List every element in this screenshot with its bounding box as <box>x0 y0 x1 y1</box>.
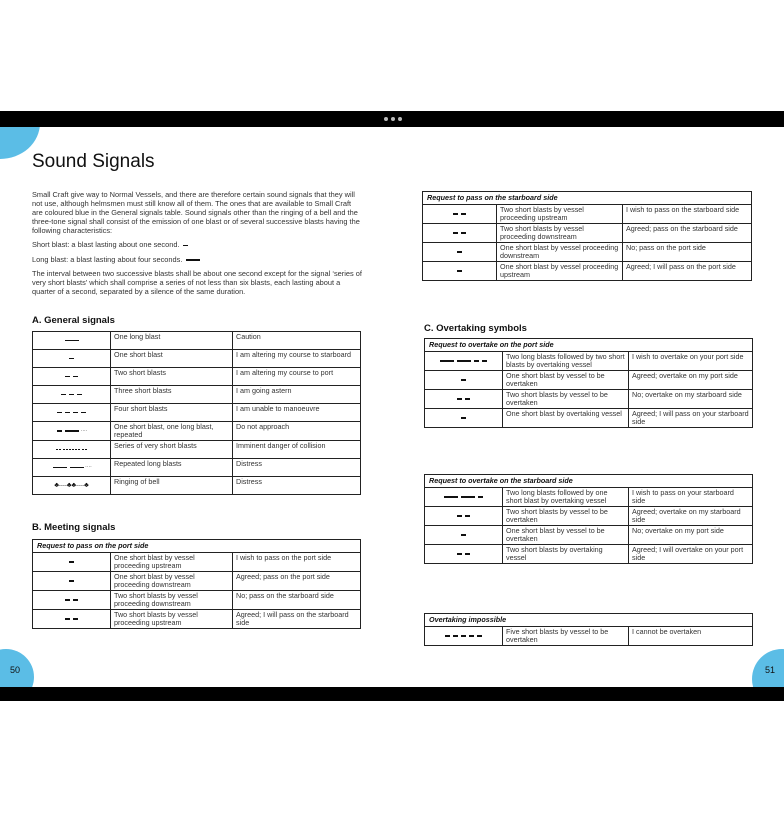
signal-symbol-icon <box>425 352 503 371</box>
table-row <box>33 477 361 495</box>
signal-meaning: Series of very short blasts <box>111 441 233 459</box>
signal-meaning: One short blast by vessel proceeding upstream <box>497 262 623 281</box>
signal-symbol-icon <box>423 243 497 262</box>
signal-meaning: Two short blasts <box>111 368 233 386</box>
signal-action: I wish to pass on your starboard side <box>629 488 753 507</box>
table-row <box>33 572 361 591</box>
signal-symbol-icon <box>33 404 111 422</box>
signal-action: Agreed; I will pass on your starboard side <box>629 409 753 428</box>
meeting-signals-heading: B. Meeting signals <box>32 522 116 533</box>
signal-action: I wish to overtake on your port side <box>629 352 753 371</box>
signal-meaning: Ringing of bell <box>111 477 233 495</box>
short-blast-definition: Short blast: a blast lasting about one second. <box>32 240 362 250</box>
signal-action: Agreed; I will pass on the port side <box>623 262 752 281</box>
table-row <box>425 371 753 390</box>
table-subheading: Request to overtake on the starboard side <box>425 475 753 488</box>
meeting-signals-table <box>32 539 361 629</box>
interval-paragraph: The interval between two successive blasts shall be about one second except for the signal ‘series of very short blasts’ which shall comprise a series of not less than six blasts, each lasting about a quarter of a second, separated by a silence of the same duration. <box>32 269 362 297</box>
signal-symbol-icon <box>33 332 111 350</box>
signal-action: No; overtake on my starboard side <box>629 390 753 409</box>
starboard-pass-table <box>422 191 752 281</box>
table-subheading: Request to overtake on the port side <box>425 339 753 352</box>
right-page <box>392 127 784 687</box>
signal-symbol-icon <box>423 224 497 243</box>
signal-meaning: One short blast by overtaking vessel <box>503 409 629 428</box>
table-row <box>33 553 361 572</box>
left-page <box>0 127 392 687</box>
signal-meaning: Three short blasts <box>111 386 233 404</box>
signal-symbol-icon: ···· <box>33 422 111 441</box>
table-row <box>425 409 753 428</box>
signal-meaning: Two short blasts by vessel proceeding upstream <box>497 205 623 224</box>
general-signals-table <box>32 331 361 495</box>
signal-symbol-icon <box>425 507 503 526</box>
table-subheading-row <box>423 192 752 205</box>
signal-symbol-icon <box>425 390 503 409</box>
table-row <box>425 488 753 507</box>
table-row <box>425 545 753 564</box>
signal-meaning: One short blast by vessel to be overtaken <box>503 526 629 545</box>
signal-action: Distress <box>233 459 361 477</box>
overtaking-symbols-heading: C. Overtaking symbols <box>424 323 527 334</box>
table-row <box>423 224 752 243</box>
table-row <box>425 627 753 646</box>
signal-meaning: One short blast <box>111 350 233 368</box>
signal-action: No; pass on the port side <box>623 243 752 262</box>
signal-meaning: Two short blasts by vessel to be overtaken <box>503 507 629 526</box>
signal-symbol-icon <box>425 545 503 564</box>
page-title: Sound Signals <box>32 151 155 172</box>
table-row <box>33 368 361 386</box>
table-row <box>33 459 361 477</box>
bottom-bar <box>0 687 784 701</box>
signal-meaning: Four short blasts <box>111 404 233 422</box>
signal-meaning: Two short blasts by vessel proceeding downstream <box>111 591 233 610</box>
signal-symbol-icon <box>423 205 497 224</box>
signal-action: No; pass on the starboard side <box>233 591 361 610</box>
signal-symbol-icon <box>425 627 503 646</box>
signal-symbol-icon <box>33 441 111 459</box>
signal-action: Agreed; pass on the starboard side <box>623 224 752 243</box>
long-blast-definition: Long blast: a blast lasting about four seconds. <box>32 255 362 265</box>
signal-action: Agreed; I will overtake on your port side <box>629 545 753 564</box>
table-row <box>425 390 753 409</box>
table-row <box>423 262 752 281</box>
more-options-icon[interactable] <box>384 111 402 127</box>
table-subheading: Overtaking impossible <box>425 614 753 627</box>
signal-action: I am unable to manoeuvre <box>233 404 361 422</box>
signal-meaning: One short blast by vessel proceeding downstream <box>111 572 233 591</box>
table-row <box>425 507 753 526</box>
signal-meaning: Two short blasts by vessel proceeding downstream <box>497 224 623 243</box>
signal-symbol-icon <box>425 371 503 390</box>
table-subheading: Request to pass on the port side <box>33 540 361 553</box>
signal-symbol-icon <box>33 553 111 572</box>
table-subheading-row <box>425 339 753 352</box>
signal-action: Agreed; pass on the port side <box>233 572 361 591</box>
signal-meaning: Two long blasts followed by two short blasts by overtaking vessel <box>503 352 629 371</box>
long-blast-icon <box>184 255 201 264</box>
signal-action: I am altering my course to starboard <box>233 350 361 368</box>
table-row <box>33 386 361 404</box>
overtake-starboard-table <box>424 474 753 564</box>
signal-action: I wish to pass on the starboard side <box>623 205 752 224</box>
signal-action: I am altering my course to port <box>233 368 361 386</box>
signal-action: Imminent danger of collision <box>233 441 361 459</box>
table-row <box>423 243 752 262</box>
signal-meaning: Two long blasts followed by one short blast by overtaking vessel <box>503 488 629 507</box>
short-blast-icon <box>182 241 190 250</box>
signal-symbol-icon <box>425 526 503 545</box>
signal-meaning: Two short blasts by overtaking vessel <box>503 545 629 564</box>
signal-action: Caution <box>233 332 361 350</box>
table-row <box>33 404 361 422</box>
signal-symbol-icon <box>425 409 503 428</box>
signal-symbol-icon <box>33 386 111 404</box>
signal-action: I am going astern <box>233 386 361 404</box>
signal-meaning: One long blast <box>111 332 233 350</box>
signal-meaning: Repeated long blasts <box>111 459 233 477</box>
table-subheading: Request to pass on the starboard side <box>423 192 752 205</box>
table-row <box>423 205 752 224</box>
table-row <box>425 526 753 545</box>
table-row <box>33 422 361 441</box>
table-row <box>33 332 361 350</box>
signal-action: No; overtake on my port side <box>629 526 753 545</box>
signal-symbol-icon: ♣----♣♣----♣ <box>33 477 111 495</box>
table-subheading-row <box>425 614 753 627</box>
signal-action: Agreed; overtake on my port side <box>629 371 753 390</box>
signal-action: Do not approach <box>233 422 361 441</box>
table-row <box>33 350 361 368</box>
signal-symbol-icon <box>423 262 497 281</box>
signal-action: I cannot be overtaken <box>629 627 753 646</box>
signal-symbol-icon <box>33 368 111 386</box>
page-number: 50 <box>10 665 21 675</box>
signal-action: Agreed; I will pass on the starboard side <box>233 610 361 629</box>
table-subheading-row <box>33 540 361 553</box>
signal-meaning: One short blast, one long blast, repeated <box>111 422 233 441</box>
signal-meaning: Five short blasts by vessel to be overtaken <box>503 627 629 646</box>
signal-meaning: Two short blasts by vessel proceeding upstream <box>111 610 233 629</box>
signal-meaning: One short blast by vessel proceeding downstream <box>497 243 623 262</box>
table-row <box>33 441 361 459</box>
table-row <box>33 610 361 629</box>
signal-symbol-icon <box>33 610 111 629</box>
overtaking-impossible-table <box>424 613 753 646</box>
signal-action: I wish to pass on the port side <box>233 553 361 572</box>
intro-paragraph: Small Craft give way to Normal Vessels, and there are therefore certain sound signals that they will not use, although helmsmen must still know all of them. The ones that are available to Small Craft are coloured blue in the General signals table. Sound signals other than the ringing of a bell and the three-tone signal shall consist of the emission of one blast or of several successive blasts having the following characteristics: <box>32 190 360 235</box>
table-subheading-row <box>425 475 753 488</box>
intro-text <box>32 190 362 301</box>
signal-symbol-icon <box>425 488 503 507</box>
signal-symbol-icon <box>33 572 111 591</box>
signal-meaning: Two short blasts by vessel to be overtaken <box>503 390 629 409</box>
signal-meaning: One short blast by vessel proceeding upstream <box>111 553 233 572</box>
table-row <box>33 591 361 610</box>
signal-symbol-icon: ···· <box>33 459 111 477</box>
signal-action: Distress <box>233 477 361 495</box>
signal-symbol-icon <box>33 591 111 610</box>
signal-meaning: One short blast by vessel to be overtaken <box>503 371 629 390</box>
signal-action: Agreed; overtake on my starboard side <box>629 507 753 526</box>
table-row <box>425 352 753 371</box>
page-number: 51 <box>765 665 776 675</box>
signal-symbol-icon <box>33 350 111 368</box>
general-signals-heading: A. General signals <box>32 315 115 326</box>
overtake-port-table <box>424 338 753 428</box>
